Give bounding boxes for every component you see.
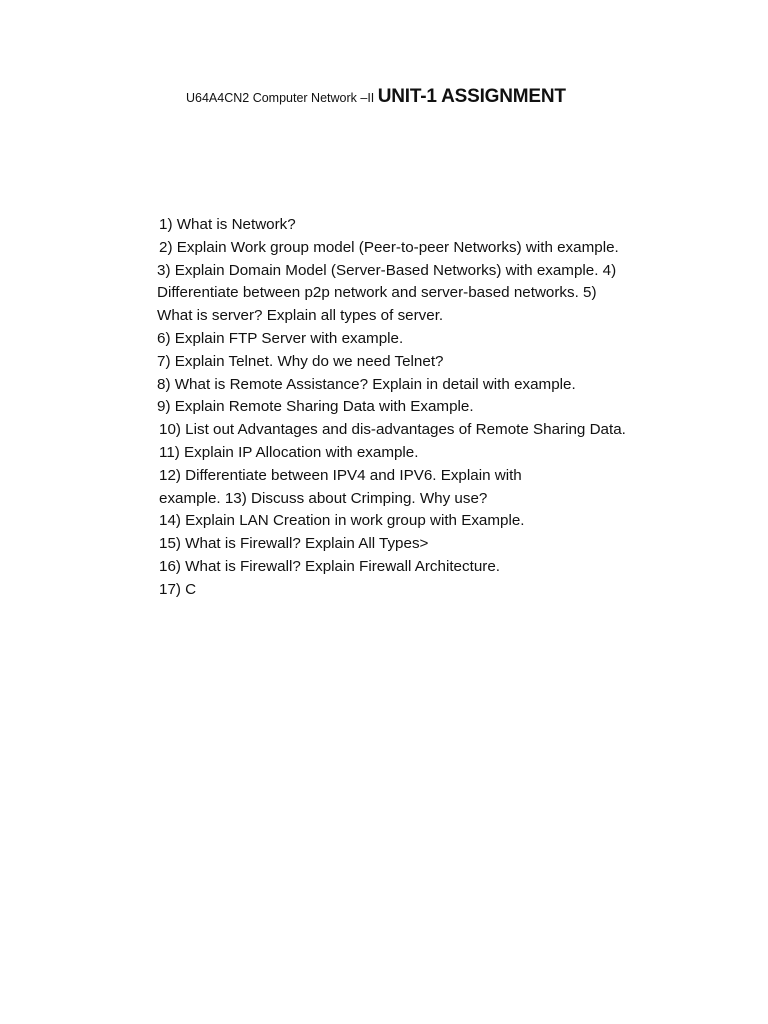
question-line: 2) Explain Work group model (Peer-to-peer Networks) with example.: [159, 238, 619, 256]
question-line: 10) List out Advantages and dis-advantages of Remote Sharing Data.: [159, 421, 626, 439]
question-line: 14) Explain LAN Creation in work group with Example.: [159, 512, 525, 530]
question-line: 8) What is Remote Assistance? Explain in detail with example.: [157, 375, 576, 393]
assignment-title: UNIT-1 ASSIGNMENT: [377, 86, 566, 107]
question-line: Differentiate between p2p network and server-based networks. 5): [157, 284, 597, 302]
question-line: 3) Explain Domain Model (Server-Based Networks) with example. 4): [157, 261, 617, 279]
question-list: [157, 214, 717, 602]
question-line: 6) Explain FTP Server with example.: [157, 329, 404, 347]
document-header: [186, 86, 566, 108]
question-line: 1) What is Network?: [159, 216, 296, 233]
question-line: 17) C: [159, 580, 197, 598]
course-title: U64A4CN2 Computer Network –II: [186, 91, 378, 105]
question-line: 9) Explain Remote Sharing Data with Example.: [157, 398, 474, 416]
question-line: 16) What is Firewall? Explain Firewall Architecture.: [159, 557, 500, 575]
question-line: 15) What is Firewall? Explain All Types>: [159, 535, 429, 553]
question-line: 7) Explain Telnet. Why do we need Telnet?: [157, 352, 444, 370]
question-line: example. 13) Discuss about Crimping. Why use?: [159, 489, 488, 507]
question-line: 11) Explain IP Allocation with example.: [159, 443, 419, 461]
question-line: What is server? Explain all types of server.: [157, 307, 444, 325]
question-line: 12) Differentiate between IPV4 and IPV6. Explain with: [159, 466, 522, 484]
